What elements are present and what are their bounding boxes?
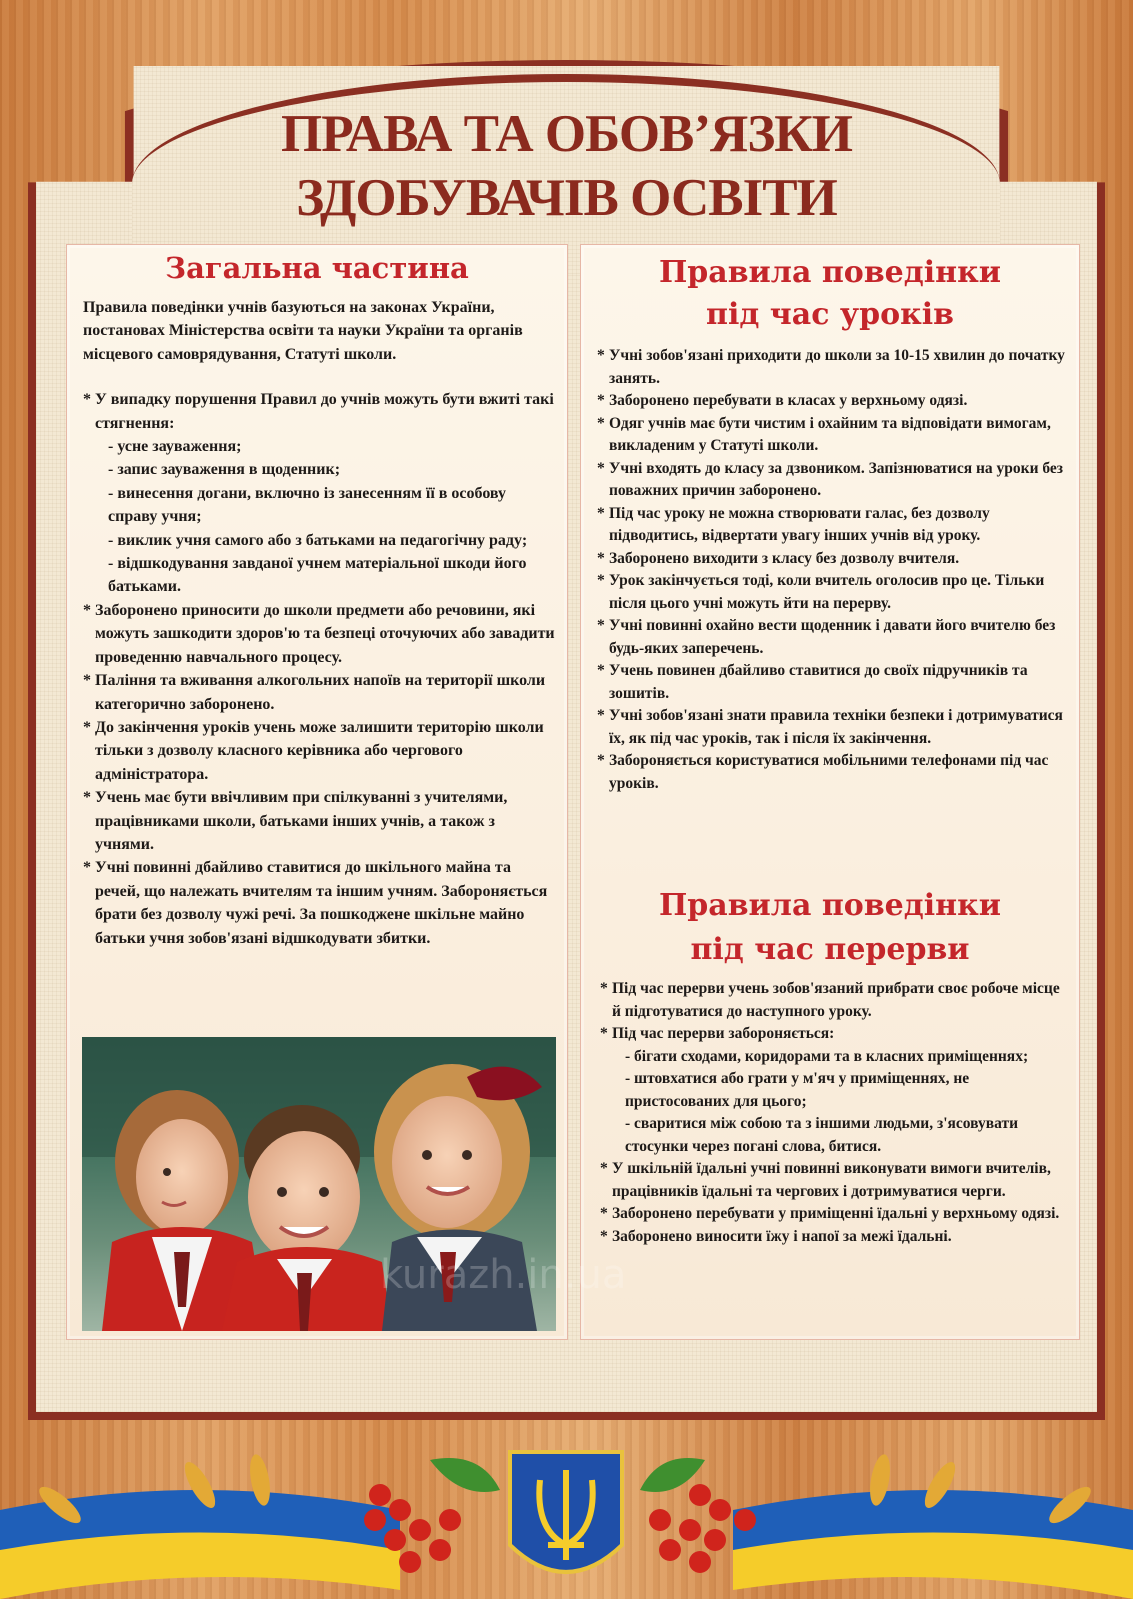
title-line-1: ПРАВА ТА ОБОВ’ЯЗКИ (281, 105, 852, 163)
rule-item (95, 599, 555, 669)
page-title (200, 102, 933, 230)
rule-item (95, 388, 555, 599)
ukrainian-ribbon-decoration (0, 1450, 1133, 1599)
bullet-star-icon (83, 856, 91, 879)
general-section-heading: Загальна частина (165, 251, 469, 285)
rule-item (609, 548, 1069, 571)
rule-text: Учень повинен дбайливо ставитися до своїх підручників та зошитів. (609, 662, 1028, 702)
rule-item (609, 570, 1069, 615)
lessons-rules-text (597, 345, 1069, 795)
rule-item (612, 1226, 1072, 1249)
rule-item (612, 1023, 1072, 1158)
rule-text: Заборонено виносити їжу і напої за межі їдальні. (612, 1227, 952, 1245)
bullet-star-icon (597, 458, 605, 481)
rule-item (609, 390, 1069, 413)
rule-sub-item: - бігати сходами, коридорами та в класних приміщеннях; (625, 1047, 1029, 1065)
bullet-star-icon (597, 413, 605, 436)
rule-item (95, 856, 555, 950)
rule-text: Учні входять до класу за дзвоником. Запізнюватися на уроки без поважних причин заборонено. (609, 459, 1064, 499)
rule-sub-item: - сваритися між собою та з іншими людьми, з'ясовувати стосунки через погані слова, битися. (625, 1115, 1018, 1155)
bullet-star-icon (83, 716, 91, 739)
rule-text: Учні повинні дбайливо ставитися до шкільного майна та речей, що належать вчителям та іншим учням. Забороняється брати без дозволу чужі речі. За пошкоджене шкільне майно батьки учня зобов'язані відшкодувати збитки. (95, 859, 548, 947)
rule-text: Паління та вживання алкогольних напоїв на території школи категорично заборонено. (95, 672, 546, 713)
rule-text: Учні зобов'язані знати правила техніки безпеки і дотримуватися їх, як під час уроків, так і після їх закінчення. (609, 707, 1063, 747)
rule-text: У випадку порушення Правил до учнів можуть бути вжиті такі стягнення: (95, 391, 554, 432)
rule-item (609, 750, 1069, 795)
rule-sub-item: - запис зауваження в щоденник; (108, 461, 341, 479)
bullet-star-icon (83, 786, 91, 809)
bullet-star-icon (600, 978, 608, 1001)
bullet-star-icon (83, 388, 91, 411)
lessons-heading-line-1: Правила поведінки (658, 255, 1002, 290)
rule-text: Учень має бути ввічливим при спілкуванні з учителями, працівниками школи, батьками інших учнів, а також з учнями. (95, 789, 508, 853)
rule-item (609, 345, 1069, 390)
trident-emblem-icon (510, 1452, 622, 1572)
rule-item (612, 1203, 1072, 1226)
bullet-star-icon (600, 1023, 608, 1046)
lessons-heading-line-2: під час уроків (706, 297, 954, 332)
rule-sub-item: - виклик учня самого або з батьками на педагогічну раду; (108, 531, 528, 549)
rule-text: Забороняється користуватися мобільними телефонами під час уроків. (609, 752, 1049, 792)
bullet-star-icon (597, 705, 605, 728)
rule-sub-item: - відшкодування завданої учнем матеріальної шкоди його батьками. (108, 555, 527, 596)
rule-text: Заборонено перебувати в класах у верхньому одязі. (609, 392, 968, 409)
rule-sub-item: - винесення догани, включно із занесенням її в особову справу учня; (108, 484, 507, 526)
rule-sub-item: - штовхатися або грати у м'яч у приміщеннях, не пристосованих для цього; (625, 1070, 970, 1110)
rule-item (609, 503, 1069, 548)
rule-text: Заборонено приносити до школи предмети або речовини, які можуть зашкодити здоров'ю та безпеці оточуючих або завадити проведенню навчального процесу. (95, 601, 555, 666)
breaks-rules-heading (580, 884, 1080, 972)
rule-item (95, 786, 555, 856)
bullet-star-icon (597, 615, 605, 638)
general-intro: Правила поведінки учнів базуються на законах України, постановах Міністерства освіти та науки України та органів місцевого самоврядування, Статуті школи. (83, 299, 523, 363)
rule-text: Під час перерви учень зобов'язаний прибрати своє робоче місце й підготуватися до наступного уроку. (612, 980, 1060, 1020)
bullet-star-icon (600, 1158, 608, 1181)
lessons-rules-list (597, 345, 1069, 795)
bullet-star-icon (597, 390, 605, 413)
rule-text: Учні повинні охайно вести щоденник і давати його вчителю без будь-яких заперечень. (609, 617, 1056, 657)
general-rules-list (83, 388, 555, 950)
watermark: kurazh.in.ua (380, 1252, 627, 1298)
title-line-2: ЗДОБУВАЧІВ ОСВІТИ (296, 169, 837, 227)
rule-text: Заборонено виходити з класу без дозволу вчителя. (609, 549, 960, 567)
breaks-rules-list (600, 978, 1072, 1248)
breaks-rules-text (600, 978, 1072, 1248)
rule-text: Під час перерви забороняється: (612, 1025, 835, 1042)
bullet-star-icon (597, 503, 605, 526)
rule-sub-item: - усне зауваження; (108, 438, 242, 456)
bullet-star-icon (597, 570, 605, 593)
rule-text: Під час уроку не можна створювати галас, без дозволу підводитись, відвертати увагу інших учнів від уроку. (609, 504, 990, 544)
rule-text: Одяг учнів має бути чистим і охайним та відповідати вимогам, викладеним у Статуті школи. (609, 414, 1051, 454)
rule-item (609, 705, 1069, 750)
breaks-heading-line-2: під час перерви (690, 932, 970, 967)
rule-item (612, 1158, 1072, 1203)
rule-item (609, 413, 1069, 458)
bullet-star-icon (600, 1226, 608, 1249)
rule-item (95, 669, 555, 716)
bullet-star-icon (597, 750, 605, 773)
rule-item (609, 660, 1069, 705)
general-section-text (83, 296, 555, 950)
rule-text: Урок закінчується тоді, коли вчитель оголосив про це. Тільки після цього учні можуть йти на перерву. (609, 572, 1045, 612)
bullet-star-icon (83, 669, 91, 692)
rule-item (95, 716, 555, 786)
rule-item (609, 458, 1069, 503)
bullet-star-icon (597, 345, 605, 368)
rule-text: До закінчення уроків учень може залишити територію школи тільки з дозволу класного керівника або чергового адміністратора. (95, 718, 544, 783)
breaks-heading-line-1: Правила поведінки (658, 888, 1002, 923)
lessons-rules-heading (580, 252, 1080, 336)
bullet-star-icon (83, 599, 91, 622)
rule-text: Учні зобов'язані приходити до школи за 10-15 хвилин до початку занять. (609, 347, 1065, 387)
rule-text: У шкільній їдальні учні повинні виконувати вимоги вчителів, працівників їдальні та чергових і дотримуватися черги. (612, 1160, 1051, 1200)
rule-item (612, 978, 1072, 1023)
bullet-star-icon (597, 548, 605, 571)
bullet-star-icon (597, 660, 605, 683)
rule-item (609, 615, 1069, 660)
bullet-star-icon (600, 1203, 608, 1226)
rule-text: Заборонено перебувати у приміщенні їдальні у верхньому одязі. (612, 1205, 1060, 1222)
